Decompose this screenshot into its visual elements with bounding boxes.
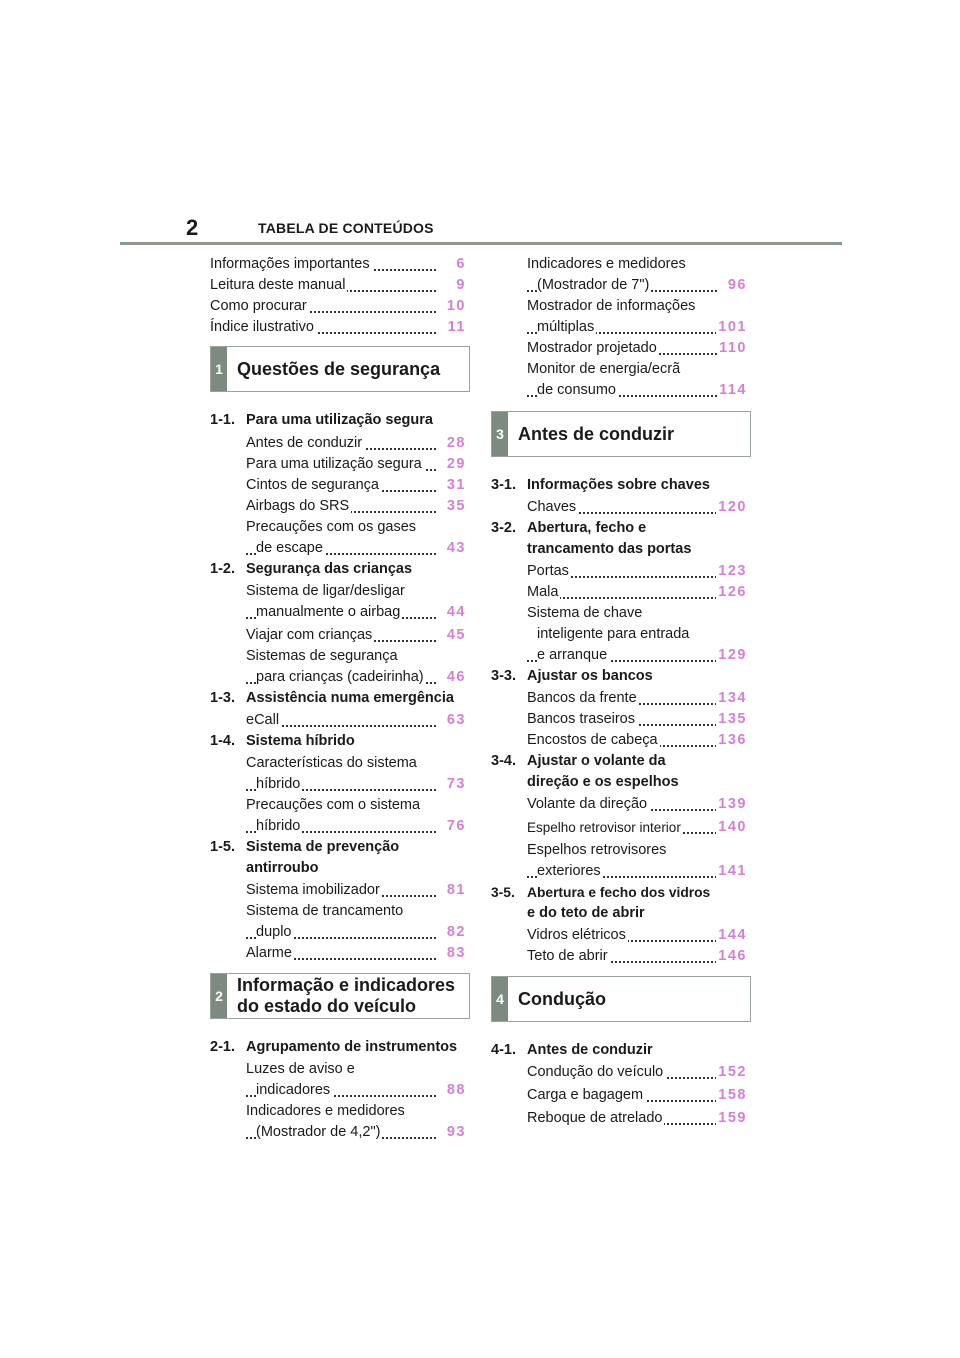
header-rule <box>120 242 842 245</box>
toc-entry[interactable]: Portas 123 <box>527 561 751 582</box>
toc-left-column <box>210 254 470 1143</box>
toc-entry[interactable]: Sistema de chave inteligente para entrada e arranque 129 <box>527 603 751 666</box>
toc-entry[interactable]: Espelhos retrovisores exteriores 141 <box>527 840 751 882</box>
toc-entry[interactable]: Sistemas de segurança para crianças (cadeirinha) 46 <box>246 646 470 688</box>
page-link[interactable]: 140 <box>716 817 747 838</box>
toc-entry[interactable]: Precauções com os gases de escape 43 <box>246 517 470 559</box>
page-link[interactable]: 93 <box>445 1122 466 1143</box>
chapter-number-tab: 3 <box>492 412 508 456</box>
section-heading-line-2: trancamento das portas <box>527 541 692 557</box>
chapter-2-heading[interactable] <box>210 973 470 1019</box>
toc-entry[interactable]: Mostrador projetado 110 <box>527 338 751 359</box>
toc-entry[interactable]: Indicadores e medidores (Mostrador de 4,2") 93 <box>246 1101 470 1143</box>
section-heading[interactable]: 1-2. Segurança das crianças <box>210 561 413 577</box>
page-link[interactable]: 101 <box>716 317 747 338</box>
page-link[interactable]: 44 <box>445 602 466 623</box>
page-link[interactable]: 114 <box>717 380 747 401</box>
chapter-title: Antes de conduzir <box>518 423 675 444</box>
page-link[interactable]: 129 <box>716 645 747 666</box>
page-link[interactable]: 110 <box>717 338 747 359</box>
chapter-number-tab: 1 <box>211 347 227 391</box>
page-link[interactable]: 126 <box>716 582 747 603</box>
page-link[interactable]: 152 <box>716 1062 747 1083</box>
toc-entry[interactable]: Características do sistema híbrido 73 <box>246 753 470 795</box>
toc-entry[interactable]: Reboque de atrelado 159 <box>527 1108 751 1129</box>
toc-entry[interactable]: Sistema de trancamento duplo 82 <box>246 901 470 943</box>
page-link[interactable]: 6 <box>454 254 466 275</box>
toc-entry[interactable]: Chaves 120 <box>527 497 751 518</box>
page-link[interactable]: 139 <box>716 794 747 815</box>
section-heading[interactable]: 4-1. Antes de conduzir <box>491 1042 653 1058</box>
page-link[interactable]: 82 <box>445 922 466 943</box>
section-heading[interactable]: 1-5. Sistema de prevenção <box>210 839 400 855</box>
page-link[interactable]: 159 <box>716 1108 747 1129</box>
section-heading[interactable]: 1-4. Sistema híbrido <box>210 733 355 749</box>
toc-right-column <box>491 254 751 1129</box>
page-link[interactable]: 144 <box>716 925 747 946</box>
toc-entry[interactable]: Encostos de cabeça 136 <box>527 730 751 751</box>
toc-entry[interactable]: Bancos traseiros 135 <box>527 709 751 730</box>
toc-entry[interactable]: Antes de conduzir 28 <box>246 433 470 454</box>
toc-entry[interactable]: Sistema imobilizador 81 <box>246 880 470 901</box>
toc-entry[interactable]: Condução do veículo 152 <box>527 1062 751 1083</box>
toc-entry[interactable]: Informações importantes 6 <box>210 254 470 275</box>
page-link[interactable]: 96 <box>726 275 747 296</box>
page-link[interactable]: 135 <box>716 709 747 730</box>
toc-entry[interactable]: Carga e bagagem 158 <box>527 1085 751 1106</box>
toc-entry[interactable]: Indicadores e medidores (Mostrador de 7") 96 <box>527 254 751 296</box>
header-title: TABELA DE CONTEÚDOS <box>258 220 434 236</box>
page-link[interactable]: 46 <box>445 667 466 688</box>
page-link[interactable]: 141 <box>716 861 747 882</box>
toc-entry[interactable]: Volante da direção 139 <box>527 794 751 815</box>
toc-entry[interactable]: Espelho retrovisor interior 140 <box>527 817 751 838</box>
toc-entry[interactable]: Luzes de aviso e indicadores 88 <box>246 1059 470 1101</box>
toc-entry[interactable]: Viajar com crianças 45 <box>246 625 470 646</box>
page-link[interactable]: 45 <box>445 625 466 646</box>
toc-entry[interactable]: Alarme 83 <box>246 943 470 964</box>
toc-entry[interactable]: Precauções com o sistema híbrido 76 <box>246 795 470 837</box>
page-link[interactable]: 136 <box>716 730 747 751</box>
chapter-4-heading[interactable] <box>491 976 751 1022</box>
page-link[interactable]: 76 <box>445 816 466 837</box>
chapter-title: Informação e indicadores do estado do veículo <box>237 975 456 1016</box>
page-link[interactable]: 146 <box>716 946 747 967</box>
toc-entry[interactable]: Cintos de segurança 31 <box>246 475 470 496</box>
chapter-number-tab: 2 <box>211 974 227 1018</box>
chapter-number-tab: 4 <box>492 977 508 1021</box>
section-heading[interactable]: 1-1. Para uma utilização segura <box>210 412 433 428</box>
page-link[interactable]: 29 <box>445 454 466 475</box>
page-link[interactable]: 83 <box>445 943 466 964</box>
page-link[interactable]: 63 <box>445 710 466 731</box>
page-link[interactable]: 9 <box>454 275 466 296</box>
page-link[interactable]: 35 <box>445 496 466 517</box>
toc-entry[interactable]: Monitor de energia/ecrã de consumo 114 <box>527 359 751 401</box>
toc-entry[interactable]: Teto de abrir 146 <box>527 946 751 967</box>
page-number: 2 <box>186 215 199 240</box>
toc-entry[interactable]: Bancos da frente 134 <box>527 688 751 709</box>
chapter-1-heading[interactable] <box>210 346 470 392</box>
section-heading-line-2: direção e os espelhos <box>527 774 679 790</box>
section-heading[interactable]: 3-3. Ajustar os bancos <box>491 668 653 684</box>
toc-entry[interactable]: Para uma utilização segura 29 <box>246 454 470 475</box>
toc-entry[interactable]: Vidros elétricos 144 <box>527 925 751 946</box>
page-link[interactable]: 11 <box>446 317 466 338</box>
page-link[interactable]: 73 <box>445 774 466 795</box>
toc-entry[interactable]: Índice ilustrativo 11 <box>210 317 470 338</box>
toc-entry[interactable]: Leitura deste manual 9 <box>210 275 470 296</box>
chapter-3-heading[interactable] <box>491 411 751 457</box>
section-heading[interactable]: 3-2. Abertura, fecho e <box>491 520 647 536</box>
chapter-title: Questões de segurança <box>237 358 441 379</box>
toc-entry[interactable]: Sistema de ligar/desligar manualmente o airbag 44 <box>246 581 470 623</box>
page-link[interactable]: 43 <box>445 538 466 559</box>
page-link[interactable]: 28 <box>445 433 466 454</box>
section-heading-line-2: antirroubo <box>246 860 319 876</box>
section-heading[interactable]: 2-1. Agrupamento de instrumentos <box>210 1039 458 1055</box>
section-heading[interactable]: 3-5. Abertura e fecho dos vidros <box>491 885 711 900</box>
toc-entry[interactable]: eCall 63 <box>246 710 470 731</box>
page-link[interactable]: 81 <box>445 880 466 901</box>
section-heading[interactable]: 3-4. Ajustar o volante da <box>491 753 666 769</box>
page-link[interactable]: 88 <box>445 1080 466 1101</box>
page-link[interactable]: 120 <box>716 497 747 518</box>
section-heading[interactable]: 3-1. Informações sobre chaves <box>491 477 710 493</box>
chapter-title: Condução <box>518 988 606 1009</box>
page-header <box>120 216 842 246</box>
section-heading[interactable]: 1-3. Assistência numa emergência <box>210 690 454 706</box>
toc-entry[interactable]: Como procurar 10 <box>210 296 470 317</box>
toc-entry[interactable]: Mostrador de informações múltiplas 101 <box>527 296 751 338</box>
toc-entry[interactable]: Airbags do SRS 35 <box>246 496 470 517</box>
page-link[interactable]: 31 <box>445 475 466 496</box>
page-link[interactable]: 134 <box>716 688 747 709</box>
page-link[interactable]: 123 <box>716 561 747 582</box>
page-link[interactable]: 10 <box>445 296 466 317</box>
page-link[interactable]: 158 <box>716 1085 747 1106</box>
toc-entry[interactable]: Mala 126 <box>527 582 751 603</box>
section-heading-line-2: e do teto de abrir <box>527 905 645 921</box>
